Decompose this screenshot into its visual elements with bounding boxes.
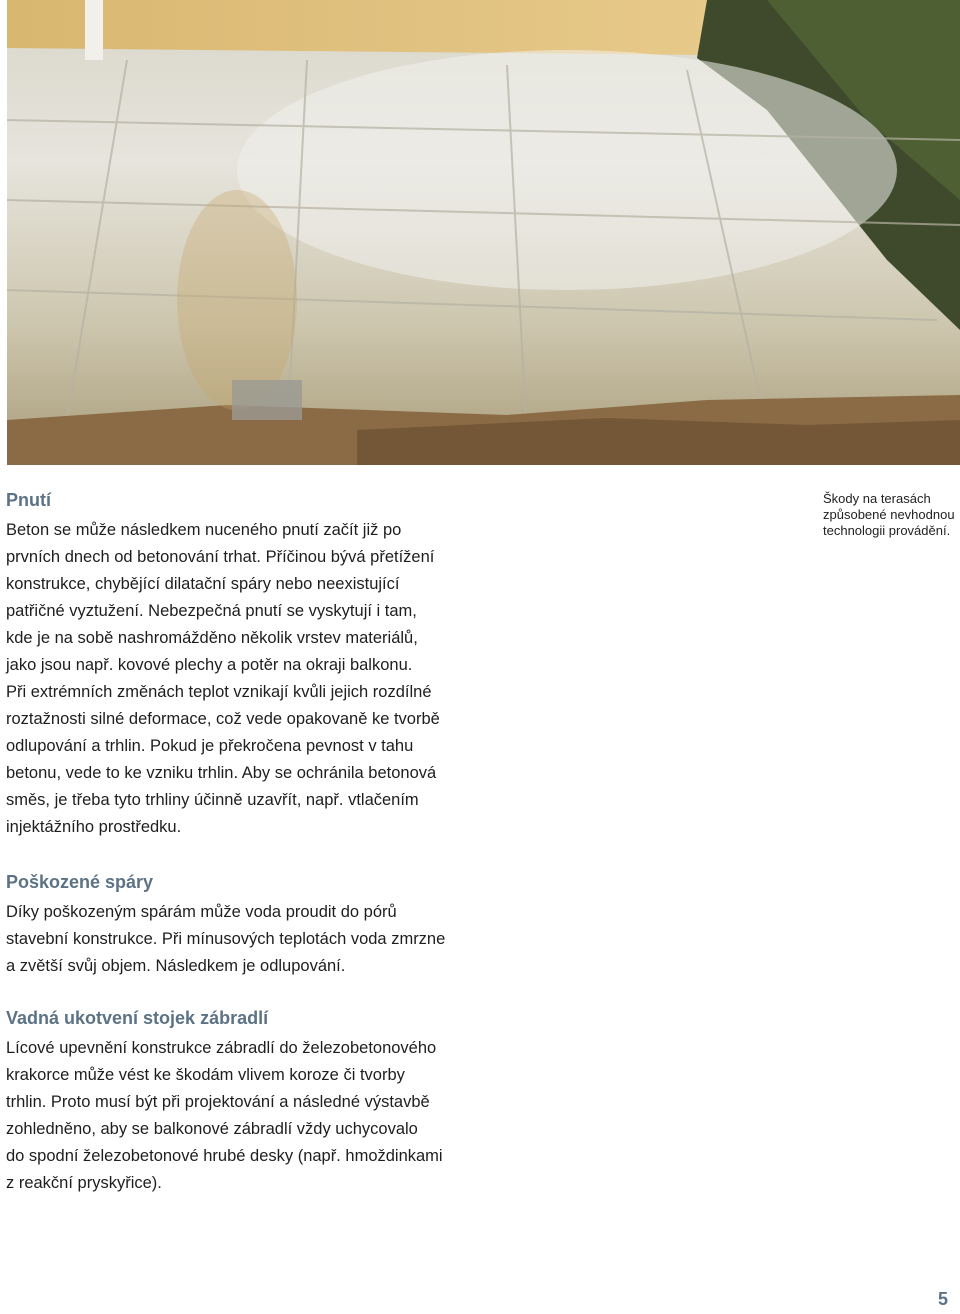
paragraph-line: směs, je třeba tyto trhliny účinně uzavřít, např. vtlačením <box>6 791 419 809</box>
paragraph-line: stavební konstrukce. Při mínusových teplotách voda zmrzne <box>6 930 446 948</box>
paragraph-line: roztažnosti silné deformace, což vede opakovaně ke tvorbě <box>6 710 440 728</box>
section-title: Poškozené spáry <box>6 872 154 892</box>
paragraph-line: a zvětší svůj objem. Následkem je odlupování. <box>6 957 346 975</box>
paragraph-line: zohledněno, aby se balkonové zábradlí vždy uchycovalo <box>6 1120 418 1138</box>
paragraph-line: Beton se může následkem nuceného pnutí začít již po <box>6 521 402 539</box>
paragraph-line: z reakční pryskyřice). <box>6 1174 162 1192</box>
caption-line: technologii provádění. <box>823 523 951 538</box>
section-title: Vadná ukotvení stojek zábradlí <box>6 1008 269 1028</box>
paragraph-line: konstrukce, chybějící dilatační spáry nebo neexistující <box>6 575 400 593</box>
paragraph-line: kde je na sobě nashromážděno několik vrstev materiálů, <box>6 629 418 647</box>
section-poskozene-spary <box>6 871 476 980</box>
photo-caption <box>823 491 960 539</box>
page-number: 5 <box>937 1289 948 1309</box>
paragraph-line: Díky poškozeným spárám může voda proudit do pórů <box>6 903 397 921</box>
caption-line: Škody na terasách <box>823 491 931 506</box>
paragraph-line: Při extrémních změnách teplot vznikají kvůli jejich rozdílné <box>6 683 432 701</box>
paragraph-line: betonu, vede to ke vzniku trhlin. Aby se ochránila betonová <box>6 764 437 782</box>
paragraph-line: odlupování a trhlin. Pokud je překročena pevnost v tahu <box>6 737 414 755</box>
paragraph-line: prvních dnech od betonování trhat. Příčinou bývá přetížení <box>6 548 435 566</box>
paragraph-line: do spodní železobetonové hrubé desky (např. hmoždinkami <box>6 1147 443 1165</box>
section-pnuti <box>6 489 476 841</box>
paragraph-line: Lícové upevnění konstrukce zábradlí do železobetonového <box>6 1039 437 1057</box>
paragraph-line: patřičné vyztužení. Nebezpečná pnutí se vyskytují i tam, <box>6 602 417 620</box>
paragraph-line: trhlin. Proto musí být při projektování a následné výstavbě <box>6 1093 430 1111</box>
paragraph-line: jako jsou např. kovové plechy a potěr na okraji balkonu. <box>6 656 413 674</box>
paragraph-line: krakorce může vést ke škodám vlivem koroze či tvorby <box>6 1066 405 1084</box>
terrace-damage-photo <box>7 0 960 465</box>
section-title: Pnutí <box>6 490 51 510</box>
caption-line: způsobené nevhodnou <box>823 507 955 522</box>
section-vadna-ukotveni <box>6 1007 476 1197</box>
paragraph-line: injektážního prostředku. <box>6 818 182 836</box>
